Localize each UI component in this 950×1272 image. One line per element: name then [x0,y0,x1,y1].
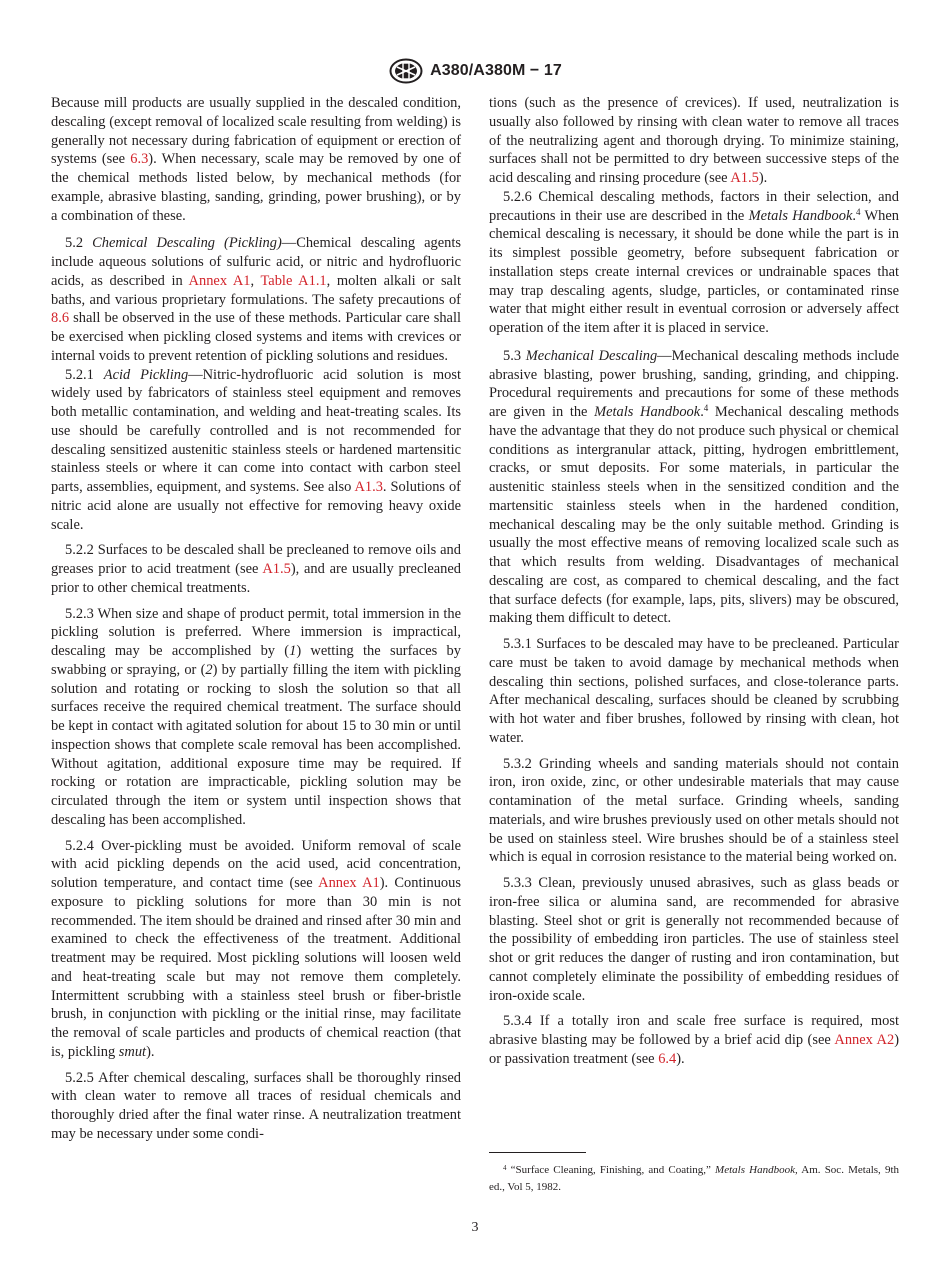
paragraph-5-2-5-continued: tions (such as the presence of crevices). If used, neutralization is usually also followed by rinsing with clean water to remove all traces of the neutralizing agent and thorough drying. To minimize staining, surfaces shall not be permitted to dry between successive steps of the acid descaling and rinsing procedure (see A1.5). [489,95,899,186]
astm-logo-icon [388,58,424,84]
footnote: $^4$ “Surface Cleaning, Finishing, and Coating,” Metals Handbook, Am. Soc. Metals, 9th ed., Vol 5, 1982. [489,1164,900,1193]
paragraph-5-2-3: 5.2.3 When size and shape of product permit, total immersion in the pickling solution is preferred. Where immersion is impractical, descaling may be accomplished by (1) wetting the surfaces by swabbing or spraying, or (2) by partially filling the item with pickling solution and rotating or rocking to slosh the solution so that all surfaces receive the required chemical treatment. The surface should be kept in contact with agitated solution for about 15 to 30 min or until inspection shows that complete scale removal has been accomplished. Without agitation, additional exposure time may be required. If rocking or rotation are impracticable, pickling solution may be circulated through the item or system until inspection shows that descaling has been accomplished. [51,605,461,828]
link-6-3[interactable]: 6.3 [130,151,149,168]
footnote-divider [489,1152,586,1153]
link-annex-a1[interactable]: Annex A1 [188,272,251,289]
paragraph-5-3-3: 5.3.3 Clean, previously unused abrasives, such as glass beads or iron-free silica or alumina sand, are recommended for abrasive blasting. Steel shot or grit is generally not recommended because of the possibility of embedding iron particles. The use of stainless steel shot or grit reduces the danger of rusting and iron contamination, but cannot completely eliminate the possibility of embedding residues of iron-oxide scale. [489,875,899,1004]
link-table-a1-1[interactable]: Table A1.1 [260,272,327,289]
paragraph-5-2-2: 5.2.2 Surfaces to be descaled shall be precleaned to remove oils and greases prior to acid treatment (see A1.5), and are usually precleaned prior to other chemical treatments. [51,542,461,596]
paragraph-intro: Because mill products are usually supplied in the descaled condition, descaling (except removal of localized scale resulting from welding) is generally not necessary during fabrication of equipment or erection of systems (see 6.3). When necessary, scale may be removed by one of the chemical methods listed below, by mechanical methods (for example, abrasive blasting, sanding, grinding, power brushing), or by a combination of these. [51,95,462,224]
paragraph-5-3-1: 5.3.1 Surfaces to be descaled may have to be precleaned. Particular care must be taken to avoid damage by mechanical methods when descaling thin sections, polished surfaces, and close-tolerance parts. After mechanical descaling, surfaces should be cleaned by scrubbing with hot water and fiber brushes, followed by rinsing with clean, hot water. [489,636,899,746]
link-a1-3[interactable]: A1.3 [354,479,383,495]
footnote-ref: 4 [703,403,709,413]
footnote-ref: 4 [855,206,861,217]
paragraph-5-2-5: 5.2.5 After chemical descaling, surfaces shall be thoroughly rinsed with clean water to remove all traces of residual chemicals and thoroughly dried after the final water rinse. A neutralization treatment may be necessary under some condi- [51,1069,461,1142]
footnote-number: 4 [503,1164,507,1172]
left-column [51,94,461,1144]
right-column [489,94,899,1069]
paragraph-5-3: 5.3 Mechanical Descaling—Mechanical descaling methods include abrasive blasting, power brushing, sanding, grinding, and chipping. Procedural requirements and precautions for some of these methods are given in the Metals Handbook.$^4$ Mechanical descaling methods have the advantage that they do not produce such physical or chemical conditions as intergranular attack, pitting, hydrogen embrittlement, cracks, or smut deposits. For some materials, in particular the austenitic stainless steels when in the sensitized condition and the martensitic stainless steels when in the hardened condition, mechanical descaling may be the only suitable method. Grinding is usually the most effective means of removing localized scale such as that which results from welding. Disadvantages of mechanical descaling are cost, as compared to chemical descaling, and the fact that surface defects (for example, laps, pits, slivers) may be obscured, making them difficult to detect. [489,347,900,627]
link-8-6[interactable]: 8.6 [51,310,70,327]
section-title: Acid Pickling [103,366,189,383]
section-title: Mechanical Descaling [525,347,658,364]
paragraph-5-2-1: 5.2.1 Acid Pickling—Nitric-hydrofluoric acid solution is most widely used by fabricators of stainless steel equipment and removes both metallic contamination, and welding and heat-treating scales. Its use should be carefully controlled and is not recommended for descaling sensitized austenitic stainless steels or hardened martensitic stainless steels or where it can come into contact with carbon steel parts, assemblies, equipment, and systems. See also A1.3. Solutions of nitric acid alone are usually not effective for removing heavy oxide scale. [51,366,462,533]
paragraph-5-2: 5.2 Chemical Descaling (Pickling)—Chemical descaling agents include aqueous solutions of sulfuric acid, or nitric and hydrofluoric acids, as described in Annex A1, Table A1.1, molten alkali or salt baths, and various proprietary formulations. The safety precautions of 8.6 shall be observed in the use of these methods. Particular care shall be exercised when pickling closed systems and items with crevices or internal voids to prevent retention of pickling solutions and residues. [51,235,462,364]
paragraph-5-2-6: 5.2.6 Chemical descaling methods, factors in their selection, and precautions in their use are described in the Metals Handbook.$^4$ When chemical descaling is necessary, it should be done while the part is in its simplest possible geometry, before subsequent fabrication or installation steps create internal crevices or undrainable spaces that may trap descaling agents, sludge, particles, or contaminated rinse water that might either result in eventual corrosion or adversely affect operation of the item after it is placed in service. [489,188,899,336]
link-6-4[interactable]: 6.4 [658,1050,677,1067]
link-annex-a1[interactable]: Annex A1 [318,875,380,891]
paragraph-5-2-4: 5.2.4 Over-pickling must be avoided. Uniform removal of scale with acid pickling depends on the acid used, acid concentration, solution temperature, and contact time (see Annex A1). Continuous exposure to pickling solutions for more than 30 min is not recommended. The item should be drained and rinsed after 30 min and examined to check the effectiveness of the treatment. Additional treatment may be required. Most pickling solutions will loosen weld and heat-treating scale but may not remove them completely. Intermittent scrubbing with a stainless steel brush or fiber-bristle brush, in conjunction with pickling or the initial rinse, may facilitate the removal of scale particles and products of chemical reaction (that is, pickling smut). [51,837,461,1060]
page-number: 3 [471,1220,479,1235]
link-a1-5[interactable]: A1.5 [262,561,291,577]
page-header [0,58,950,84]
paragraph-5-3-4: 5.3.4 If a totally iron and scale free surface is required, most abrasive blasting may be followed by a brief acid dip (see Annex A2) or passivation treatment (see 6.4). [489,1013,899,1067]
link-a1-5[interactable]: A1.5 [730,170,759,186]
section-title: Chemical Descaling (Pickling) [92,235,282,252]
standard-designation: A380/A380M − 17 [430,62,562,79]
link-annex-a2[interactable]: Annex A2 [834,1032,895,1048]
paragraph-5-3-2: 5.3.2 Grinding wheels and sanding materials should not contain iron, iron oxide, zinc, or other undesirable materials that may cause contamination of the metal surface. Grinding wheels, sanding materials, and wire brushes previously used on other metals should not be used on stainless steel. Wire brushes should be of a stainless steel which is equal in corrosion resistance to the material being worked on. [489,755,899,866]
